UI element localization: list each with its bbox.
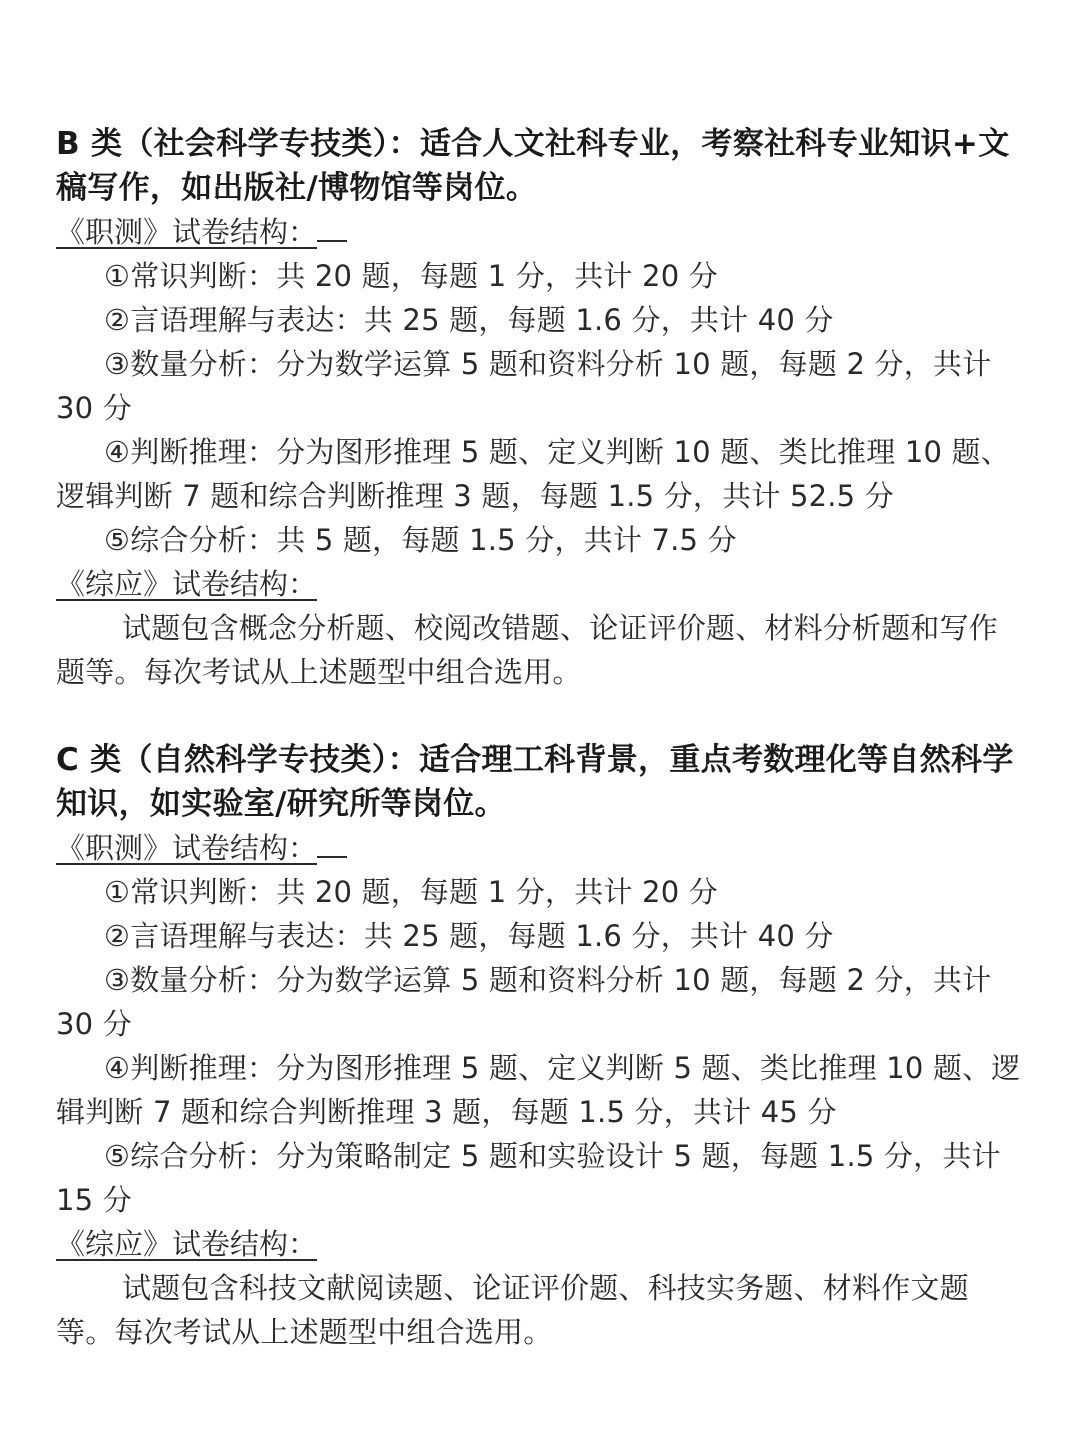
list-item: ⑤综合分析：共 5 题，每题 1.5 分，共计 7.5 分 <box>104 523 737 557</box>
zongying-description: 试题包含概念分析题、校阅改错题、论证评价题、材料分析题和写作题等。每次考试从上述题型中组合选用。 <box>56 611 999 689</box>
zongying-description: 试题包含科技文献阅读题、论证评价题、科技实务题、材料作文题等。每次考试从上述题型中组合选用。 <box>56 1271 969 1349</box>
zongying-structure-title: 《综应》试卷结构： <box>56 567 318 601</box>
list-item: ②言语理解与表达：共 25 题，每题 1.6 分，共计 40 分 <box>104 919 834 953</box>
zhice-structure-title: 《职测》试卷结构： <box>56 826 1024 870</box>
list-item: ⑤综合分析：分为策略制定 5 题和实验设计 5 题，每题 1.5 分，共计 15 分 <box>56 1139 1001 1217</box>
section-b <box>56 122 1024 694</box>
list-item: ③数量分析：分为数学运算 5 题和资料分析 10 题，每题 2 分，共计 30 分 <box>56 347 992 425</box>
list-item: ③数量分析：分为数学运算 5 题和资料分析 10 题，每题 2 分，共计 30 分 <box>56 963 992 1041</box>
list-item: ②言语理解与表达：共 25 题，每题 1.6 分，共计 40 分 <box>104 303 834 337</box>
zhice-structure-title: 《职测》试卷结构： <box>56 210 1024 254</box>
section-heading: C 类（自然科学专技类）：适合理工科背景，重点考数理化等自然科学知识，如实验室/研究所等岗位。 <box>56 742 1014 822</box>
section-heading: B 类（社会科学专技类）：适合人文社科专业，考察社科专业知识+文稿写作，如出版社/博物馆等岗位。 <box>56 126 1010 206</box>
list-item: ①常识判断：共 20 题，每题 1 分，共计 20 分 <box>104 875 718 909</box>
list-item: ④判断推理：分为图形推理 5 题、定义判断 10 题、类比推理 10 题、逻辑判断 7 题和综合判断推理 3 题，每题 1.5 分，共计 52.5 分 <box>56 435 1010 513</box>
list-item: ①常识判断：共 20 题，每题 1 分，共计 20 分 <box>104 259 718 293</box>
document-page <box>56 122 1024 1354</box>
zongying-structure-title: 《综应》试卷结构： <box>56 1227 318 1261</box>
list-item: ④判断推理：分为图形推理 5 题、定义判断 5 题、类比推理 10 题、逻辑判断 7 题和综合判断推理 3 题，每题 1.5 分，共计 45 分 <box>56 1051 1021 1129</box>
section-c <box>56 738 1024 1354</box>
